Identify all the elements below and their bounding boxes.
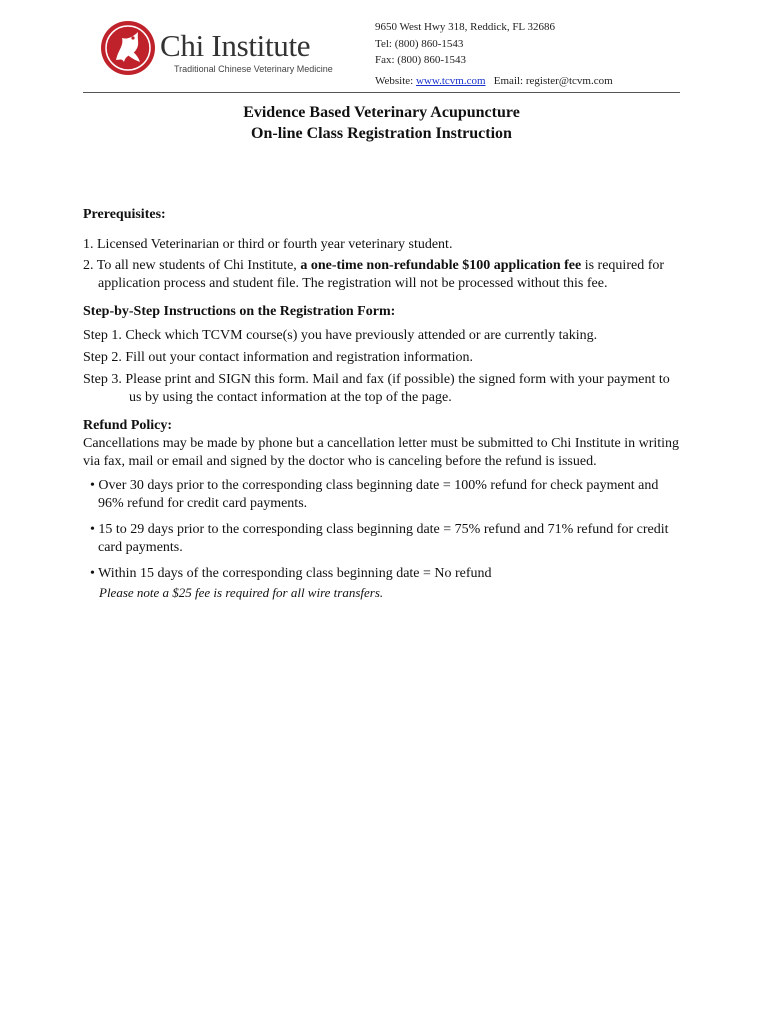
title-line-2: On-line Class Registration Instruction: [251, 125, 512, 142]
step-2: Step 2. Fill out your contact information and registration information.: [83, 350, 473, 365]
fax: Fax: (800) 860-1543: [375, 54, 467, 66]
refund-bullet-2: • 15 to 29 days prior to the corresponding class beginning date = 75% refund and 71% refund for credit card payments.: [90, 522, 669, 555]
website-link[interactable]: www.tcvm.com: [415, 74, 486, 87]
application-fee-text: a one-time non-refundable $100 application fee: [300, 258, 582, 273]
document-body: [83, 206, 683, 602]
contact-block: [375, 19, 613, 89]
logo-tagline: Traditional Chinese Veterinary Medicine: [174, 64, 333, 74]
refund-intro: Cancellations may be made by phone but a cancellation letter must be submitted to Chi Institute in writing via fax, mail or email and signed by the doctor who is canceling before the refund is issued.: [83, 436, 680, 469]
prerequisite-item-2-post: is required for application process and student file. The registration will not be processed without this fee.: [98, 258, 665, 291]
step-3: Step 3. Please print and SIGN this form. Mail and fax (if possible) the signed form with your payment to us by using the contact information at the top of the page.: [83, 372, 670, 405]
refund-bullet-1: • Over 30 days prior to the corresponding class beginning date = 100% refund for check payment and 96% refund for credit card payments.: [90, 478, 659, 511]
prerequisite-item-2: [83, 257, 683, 293]
telephone: Tel: (800) 860-1543: [375, 37, 464, 50]
website-label: Website:: [375, 74, 414, 87]
title-line-1: Evidence Based Veterinary Acupuncture: [243, 104, 520, 121]
refund-bullet-3: • Within 15 days of the corresponding class beginning date = No refund: [90, 566, 492, 581]
prerequisites-heading: Prerequisites:: [83, 207, 166, 222]
header-divider: [83, 92, 680, 93]
prerequisite-item-2-pre: 2. To all new students of Chi Institute,: [83, 258, 301, 273]
website-email-row: [375, 73, 613, 90]
step-1: Step 1. Check which TCVM course(s) you have previously attended or are currently taking.: [83, 328, 598, 343]
dragon-seal-icon: [100, 20, 156, 76]
prerequisite-item-1: 1. Licensed Veterinarian or third or fourth year veterinary student.: [83, 237, 453, 252]
chi-institute-logo: [100, 20, 360, 78]
document-title: [83, 102, 680, 144]
logo-name: Chi Institute: [160, 28, 311, 63]
address: 9650 West Hwy 318, Reddick, FL 32686: [375, 21, 555, 33]
email: Email: register@tcvm.com: [493, 74, 613, 87]
refund-heading: Refund Policy:: [83, 418, 173, 433]
wire-transfer-note: Please note a $25 fee is required for all wire transfers.: [99, 585, 384, 600]
steps-heading: Step-by-Step Instructions on the Registration Form:: [83, 304, 396, 319]
